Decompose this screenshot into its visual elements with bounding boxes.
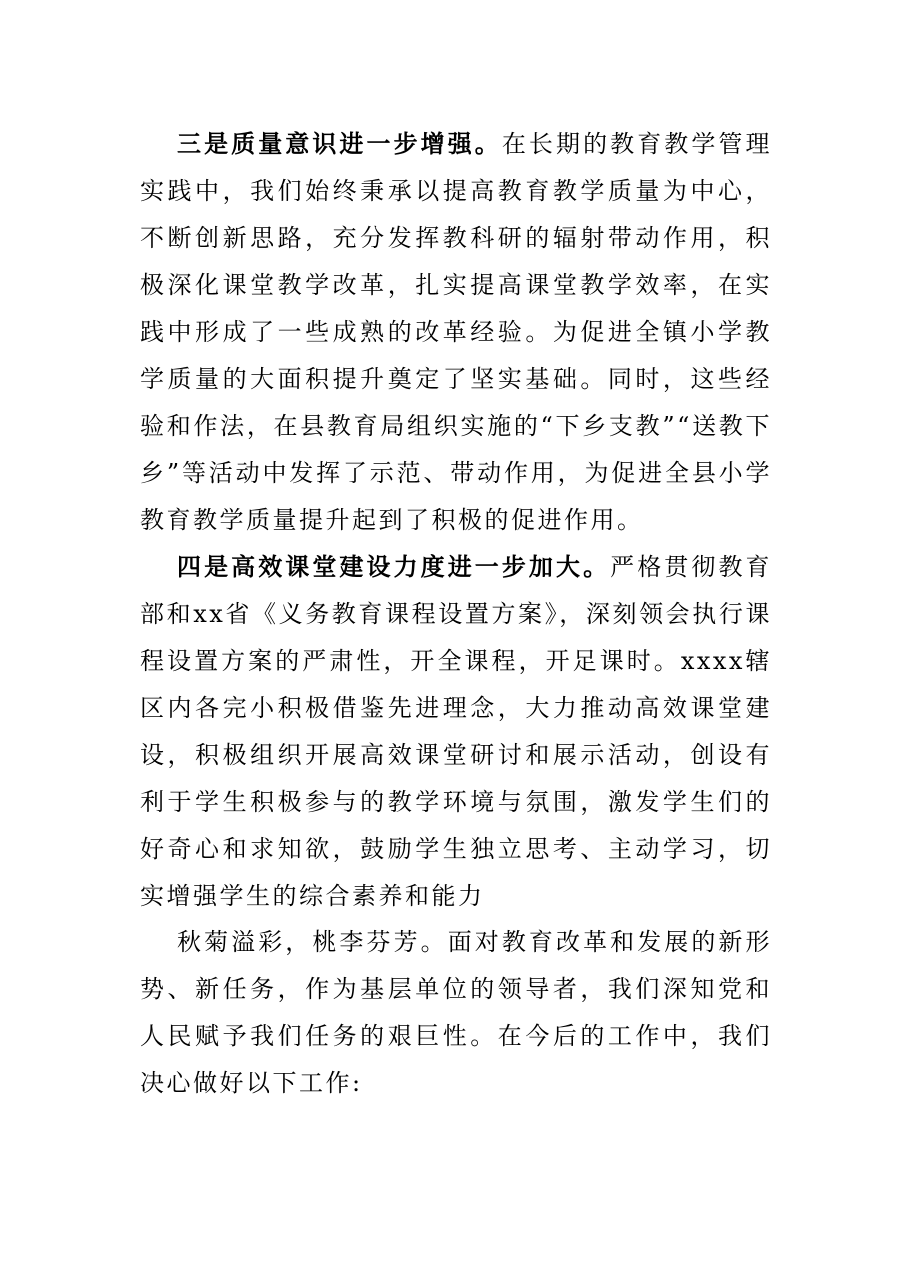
paragraph-quality-awareness xyxy=(140,120,772,544)
paragraph-body: 秋菊溢彩，桃李芬芳。面对教育改革和发展的新形势、新任务，作为基层单位的领导者，我们深知党和人民赋予我们任务的艰巨性。在今后的工作中，我们决心做好以下工作: xyxy=(140,928,772,1097)
paragraph-efficient-classroom xyxy=(140,543,772,920)
paragraph-body: 严格贯彻教育部和xx省《义务教育课程设置方案》，深刻领会执行课程设置方案的严肃性，开全课程，开足课时。xxxx辖区内各完小积极借鉴先进理念，大力推动高效课堂建设，积极组织开展高效课堂研讨和展示活动，创设有利于学生积极参与的教学环境与氛围，激发学生们的好奇心和求知欲，鼓励学生独立思考、主动学习，切实增强学生的综合素养和能力 xyxy=(140,553,773,910)
paragraph-future-work xyxy=(140,919,772,1107)
paragraph-body: 在长期的教育教学管理实践中，我们始终秉承以提高教育教学质量为中心，不断创新思路，充分发挥教科研的辐射带动作用，积极深化课堂教学改革，扎实提高课堂教学效率，在实践中形成了一些成熟的改革经验。为促进全镇小学教学质量的大面积提升奠定了坚实基础。同时，这些经验和作法，在县教育局组织实施的“下乡支教”“送教下乡”等活动中发挥了示范、带动作用，为促进全县小学教育教学质量提升起到了积极的促进作用。 xyxy=(140,130,773,534)
paragraph-lead: 四是高效课堂建设力度进一步加大。 xyxy=(177,552,611,581)
paragraph-lead: 三是质量意识进一步增强。 xyxy=(177,129,502,158)
